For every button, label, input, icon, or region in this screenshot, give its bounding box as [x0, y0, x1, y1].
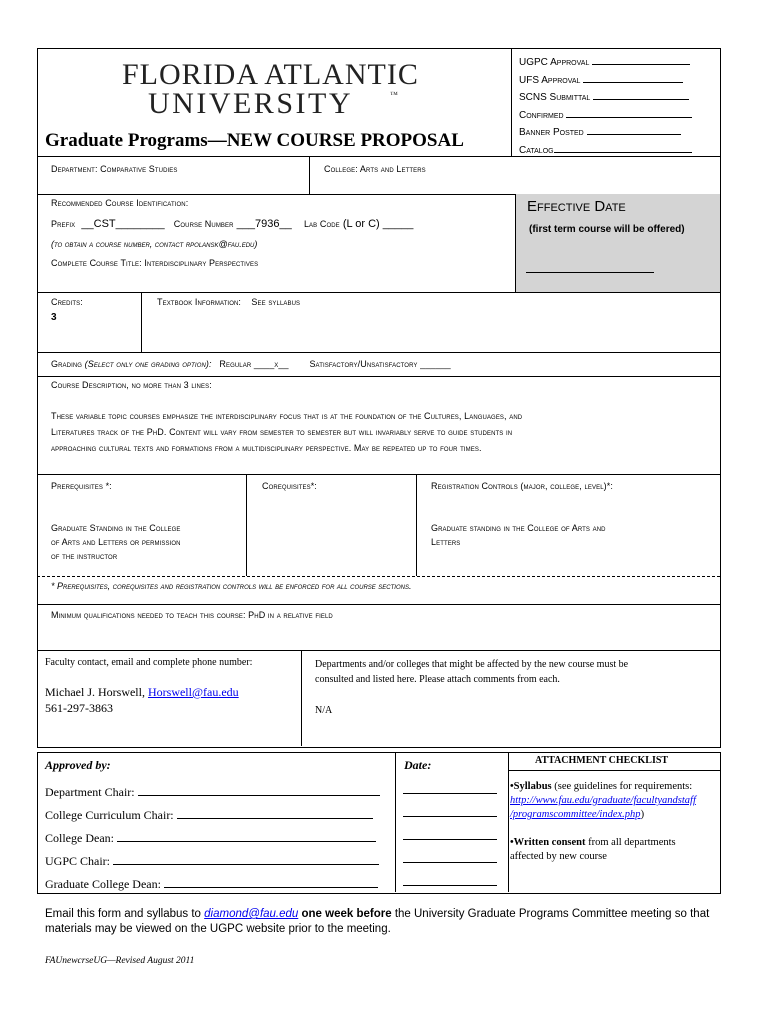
- credits-value: 3: [51, 312, 57, 323]
- approved-by-heading: Approved by:: [45, 758, 111, 772]
- divider-1: [37, 156, 720, 157]
- department-field: Department: Comparative Studies: [51, 164, 178, 174]
- regular-option[interactable]: Regular ____x__: [219, 359, 289, 369]
- revision-note: FAUnewcrseUG—Revised August 2011: [45, 956, 195, 966]
- catalog: Catalog: [519, 142, 714, 160]
- scns-submittal: SCNS Submittal: [519, 89, 714, 107]
- lab-code-value[interactable]: (L or C) _____: [342, 218, 414, 230]
- form-title: Graduate Programs—NEW COURSE PROPOSAL: [45, 130, 464, 151]
- description-text: These variable topic courses emphasize the interdisciplinary focus that is at the foundation of the Cultures, Languages, and Literatures track of the PhD. Content will vary from semester to semester but will invariably serve to guide students in approaching cultural texts and formations from a multidisciplinary perspective. May be repeated up to four times.: [51, 411, 523, 453]
- guidelines-link-2[interactable]: /programscommittee/index.php: [510, 809, 641, 820]
- prerequisites-value: Graduate Standing in the College of Arts and Letters or permission of the instructor: [51, 523, 181, 561]
- req-divider-2: [416, 474, 417, 576]
- req-divider-1: [246, 474, 247, 576]
- curr-chair-row[interactable]: College Curriculum Chair:: [45, 804, 380, 827]
- confirmed: Confirmed: [519, 107, 714, 125]
- submission-email-link[interactable]: diamond@fau.edu: [204, 908, 299, 920]
- course-number-value[interactable]: ___7936__: [236, 218, 292, 230]
- faculty-name-email: Michael J. Horswell, Horswell@fau.edu: [45, 685, 239, 699]
- faculty-phone: 561-297-3863: [45, 701, 113, 715]
- course-id-heading: Recommended Course Identification:: [51, 198, 189, 208]
- divider-6: [37, 474, 720, 475]
- checklist-content: •Syllabus (see guidelines for requirements: http://www.fau.edu/graduate/facultyandstaff /programscommittee/index.php) •Written consent from all departments affected by new course: [510, 781, 696, 862]
- requirements-note: * Prerequisites, corequisites and registration controls will be enforced for all course sections.: [51, 581, 412, 591]
- divider-3: [37, 292, 720, 293]
- date-line-1[interactable]: [403, 793, 497, 794]
- banner-posted: Banner Posted: [519, 124, 714, 142]
- checklist-heading-line: [508, 770, 720, 771]
- divider-7: [37, 604, 720, 605]
- faculty-label: Faculty contact, email and complete phone number:: [45, 657, 253, 668]
- prefix-value[interactable]: __CST________: [81, 218, 165, 230]
- divider-4: [37, 352, 720, 353]
- faculty-divider: [301, 650, 302, 746]
- guidelines-link-1[interactable]: http://www.fau.edu/graduate/facultyandstaff: [510, 795, 696, 806]
- college-field: College: Arts and Letters: [324, 164, 426, 174]
- dashed-divider: [37, 576, 720, 577]
- course-title-field: Complete Course Title: Interdisciplinary Perspectives: [51, 258, 259, 268]
- satisfactory-option[interactable]: Satisfactory/Unsatisfactory ______: [309, 359, 451, 369]
- departments-label: Departments and/or colleges that might be affected by the new course must be consulted and listed here. Please attach comments from each.: [315, 659, 629, 685]
- divider-8: [37, 650, 720, 651]
- approval-list: [519, 54, 714, 159]
- grad-dean-row[interactable]: Graduate College Dean:: [45, 873, 380, 896]
- ufs-approval: UFS Approval: [519, 72, 714, 90]
- registration-controls-value: Graduate standing in the College of Arts and Letters: [431, 523, 606, 547]
- approval-rows: [45, 781, 380, 896]
- faculty-email-link[interactable]: Horswell@fau.edu: [147, 685, 239, 699]
- textbook-field: Textbook Information: See syllabus: [157, 297, 301, 307]
- corequisites-label: Corequisites*:: [262, 481, 317, 491]
- date-line-5[interactable]: [403, 885, 497, 886]
- logo-tm: ™: [390, 90, 398, 99]
- prerequisites-label: Prerequisites *:: [51, 481, 112, 491]
- credits-label: Credits:: [51, 297, 83, 307]
- approval-box-divider: [511, 48, 512, 156]
- effective-date-box: [515, 194, 720, 292]
- grading-row: Grading (Select only one grading option): Regular ____x__ Satisfactory/Unsatisfactory ______: [51, 359, 451, 369]
- departments-value: N/A: [315, 705, 333, 716]
- ugpc-approval: UGPC Approval: [519, 54, 714, 72]
- divider-5: [37, 376, 720, 377]
- min-qualifications: Minimum qualifications needed to teach this course: PhD in a relative field: [51, 610, 333, 620]
- checklist-heading: ATTACHMENT CHECKLIST: [535, 755, 669, 766]
- dean-row[interactable]: College Dean:: [45, 827, 380, 850]
- credits-divider: [141, 292, 142, 352]
- effective-date-subtitle: (first term course will be offered): [529, 224, 685, 235]
- date-line-3[interactable]: [403, 839, 497, 840]
- date-line-4[interactable]: [403, 862, 497, 863]
- effective-date-title: Effective Date: [527, 198, 626, 215]
- dept-college-divider: [309, 156, 310, 194]
- approval-divider-1: [395, 752, 396, 892]
- date-heading: Date:: [404, 758, 432, 772]
- approval-divider-2: [508, 752, 509, 892]
- effective-date-input[interactable]: [526, 272, 654, 273]
- dept-chair-row[interactable]: Department Chair:: [45, 781, 380, 804]
- course-id-row: Prefix __CST________ Course Number ___7936__ Lab Code (L or C) _____: [51, 218, 414, 230]
- registration-controls-label: Registration Controls (major, college, level)*:: [431, 481, 613, 491]
- ugpc-chair-row[interactable]: UGPC Chair:: [45, 850, 380, 873]
- date-line-2[interactable]: [403, 816, 497, 817]
- fau-logo: [122, 58, 462, 124]
- logo-line2: UNIVERSITY: [148, 87, 353, 120]
- logo-line1: FLORIDA ATLANTIC: [122, 58, 419, 91]
- footer-instructions: Email this form and syllabus to diamond@fau.edu one week before the University Graduate Programs Committee meeting so that materials may be viewed on the UGPC website prior to the meeting.: [45, 908, 710, 935]
- course-number-note: (to obtain a course number, contact rpolansk@fau.edu): [51, 239, 258, 249]
- description-label: Course Description, no more than 3 lines:: [51, 380, 212, 390]
